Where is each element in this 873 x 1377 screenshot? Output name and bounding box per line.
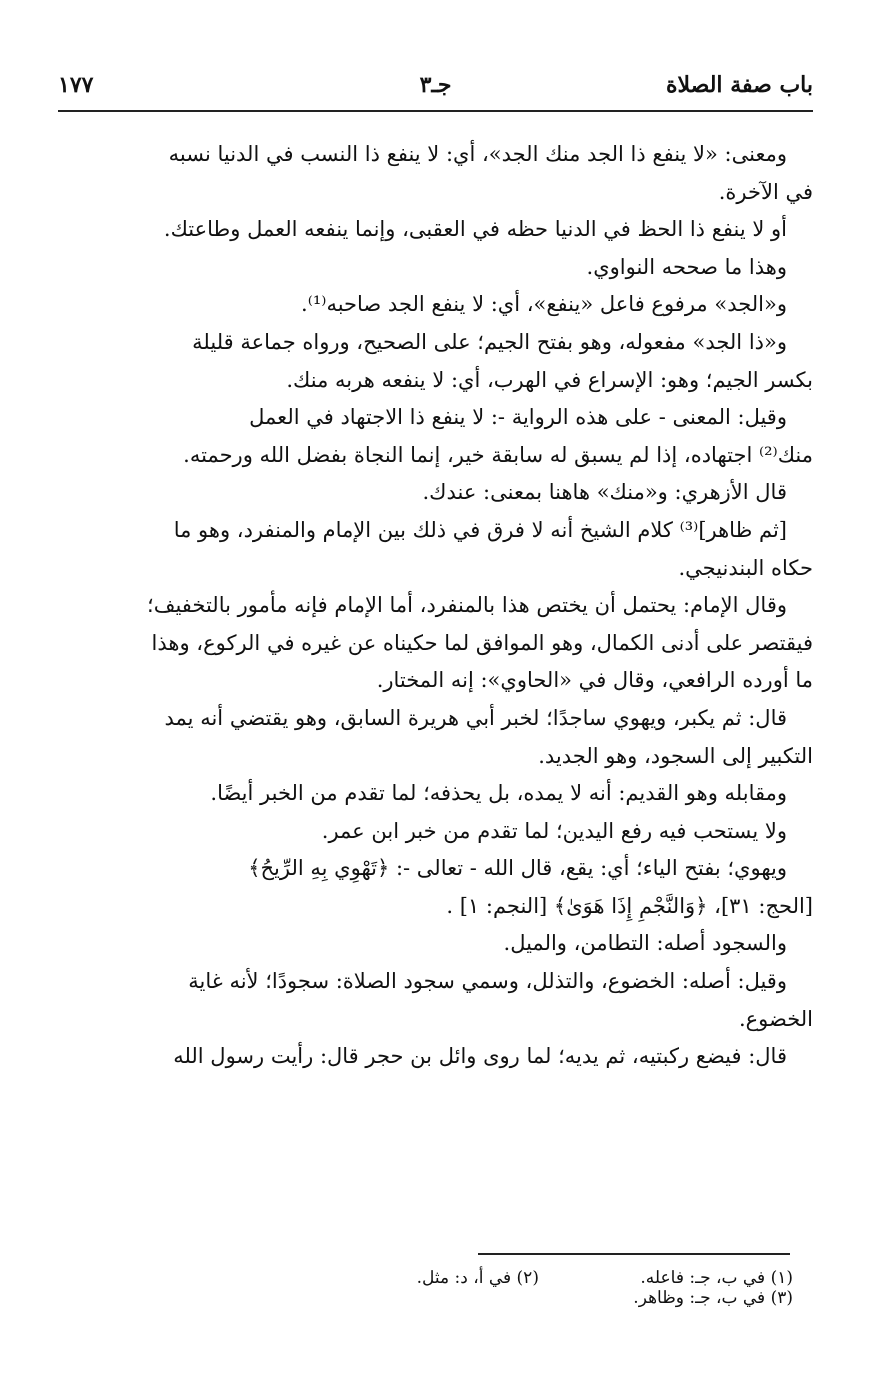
text-line: [الحج: ٣١]، ﴿وَالنَّجْمِ إِذَا هَوَىٰ﴾ [النجم: ١] . bbox=[446, 893, 813, 918]
main-text bbox=[58, 136, 813, 1076]
text-line: منك⁽²⁾ اجتهاده، إذا لم يسبق له سابقة خير، إنما النجاة بفضل الله ورحمته. bbox=[183, 442, 813, 467]
text-line: ومقابله وهو القديم: أنه لا يمده، بل يحذفه؛ لما تقدم من الخبر أيضًا. bbox=[210, 781, 787, 806]
volume-label: جـ٣ bbox=[419, 72, 452, 98]
text-line: قال الأزهري: و«منك» هاهنا بمعنى: عندك. bbox=[422, 480, 787, 505]
text-line: وقال الإمام: يحتمل أن يختص هذا بالمنفرد، أما الإمام فإنه مأمور بالتخفيف؛ bbox=[147, 593, 787, 618]
footnote-2: (٢) في أ، د: مثل. bbox=[416, 1268, 539, 1288]
text-line: و«ذا الجد» مفعوله، وهو بفتح الجيم؛ على الصحيح، ورواه جماعة قليلة bbox=[192, 329, 787, 354]
text-line: فيقتصر على أدنى الكمال، وهو الموافق لما حكيناه عن غيره في الركوع، وهذا bbox=[151, 630, 813, 655]
text-line: وهذا ما صححه النواوي. bbox=[586, 254, 787, 279]
text-line: وقيل: أصله: الخضوع، والتذلل، وسمي سجود الصلاة: سجودًا؛ لأنه غاية bbox=[188, 969, 787, 994]
text-line: في الآخرة. bbox=[718, 179, 813, 204]
page-header bbox=[58, 68, 813, 108]
footnote-3: (٣) في ب، جـ: وظاهر. bbox=[633, 1288, 793, 1308]
text-line: ولا يستحب فيه رفع اليدين؛ لما تقدم من خبر ابن عمر. bbox=[321, 818, 787, 843]
page-number: ١٧٧ bbox=[58, 72, 94, 98]
text-line: حكاه البندنيجي. bbox=[678, 555, 813, 580]
text-line: و«الجد» مرفوع فاعل «ينفع»، أي: لا ينفع الجد صاحبه⁽¹⁾. bbox=[301, 292, 787, 317]
text-line: قال: ثم يكبر، ويهوي ساجدًا؛ لخبر أبي هريرة السابق، وهو يقتضي أنه يمد bbox=[164, 705, 787, 730]
text-line: وقيل: المعنى - على هذه الرواية -: لا ينفع ذا الاجتهاد في العمل bbox=[249, 405, 787, 430]
text-line: قال: فيضع ركبتيه، ثم يديه؛ لما روى وائل بن حجر قال: رأيت رسول الله bbox=[173, 1044, 787, 1069]
text-line: ومعنى: «لا ينفع ذا الجد منك الجد»، أي: لا ينفع ذا النسب في الدنيا نسبه bbox=[168, 142, 787, 166]
chapter-title: باب صفة الصلاة bbox=[665, 72, 813, 98]
footnote-rule bbox=[478, 1253, 790, 1255]
text-line: ويهوي؛ بفتح الياء؛ أي: يقع، قال الله - تعالى -: ﴿تَهْوِي بِهِ الرِّيحُ﴾ bbox=[248, 856, 787, 881]
text-line: ما أورده الرافعي، وقال في «الحاوي»: إنه المختار. bbox=[376, 668, 813, 693]
text-line: التكبير إلى السجود، وهو الجديد. bbox=[538, 743, 813, 768]
footnote-1: (١) في ب، جـ: فاعله. bbox=[640, 1268, 793, 1288]
text-line: بكسر الجيم؛ وهو: الإسراع في الهرب، أي: لا ينفعه هربه منك. bbox=[286, 367, 813, 392]
text-line: [ثم ظاهر]⁽³⁾ كلام الشيخ أنه لا فرق في ذلك بين الإمام والمنفرد، وهو ما bbox=[173, 517, 787, 542]
text-line: والسجود أصله: التطامن، والميل. bbox=[503, 931, 787, 956]
header-rule bbox=[58, 110, 813, 112]
footnotes bbox=[70, 1268, 793, 1308]
text-line: الخضوع. bbox=[738, 1006, 813, 1031]
text-line: أو لا ينفع ذا الحظ في الدنيا حظه في العقبى، وإنما ينفعه العمل وطاعتك. bbox=[163, 217, 787, 242]
